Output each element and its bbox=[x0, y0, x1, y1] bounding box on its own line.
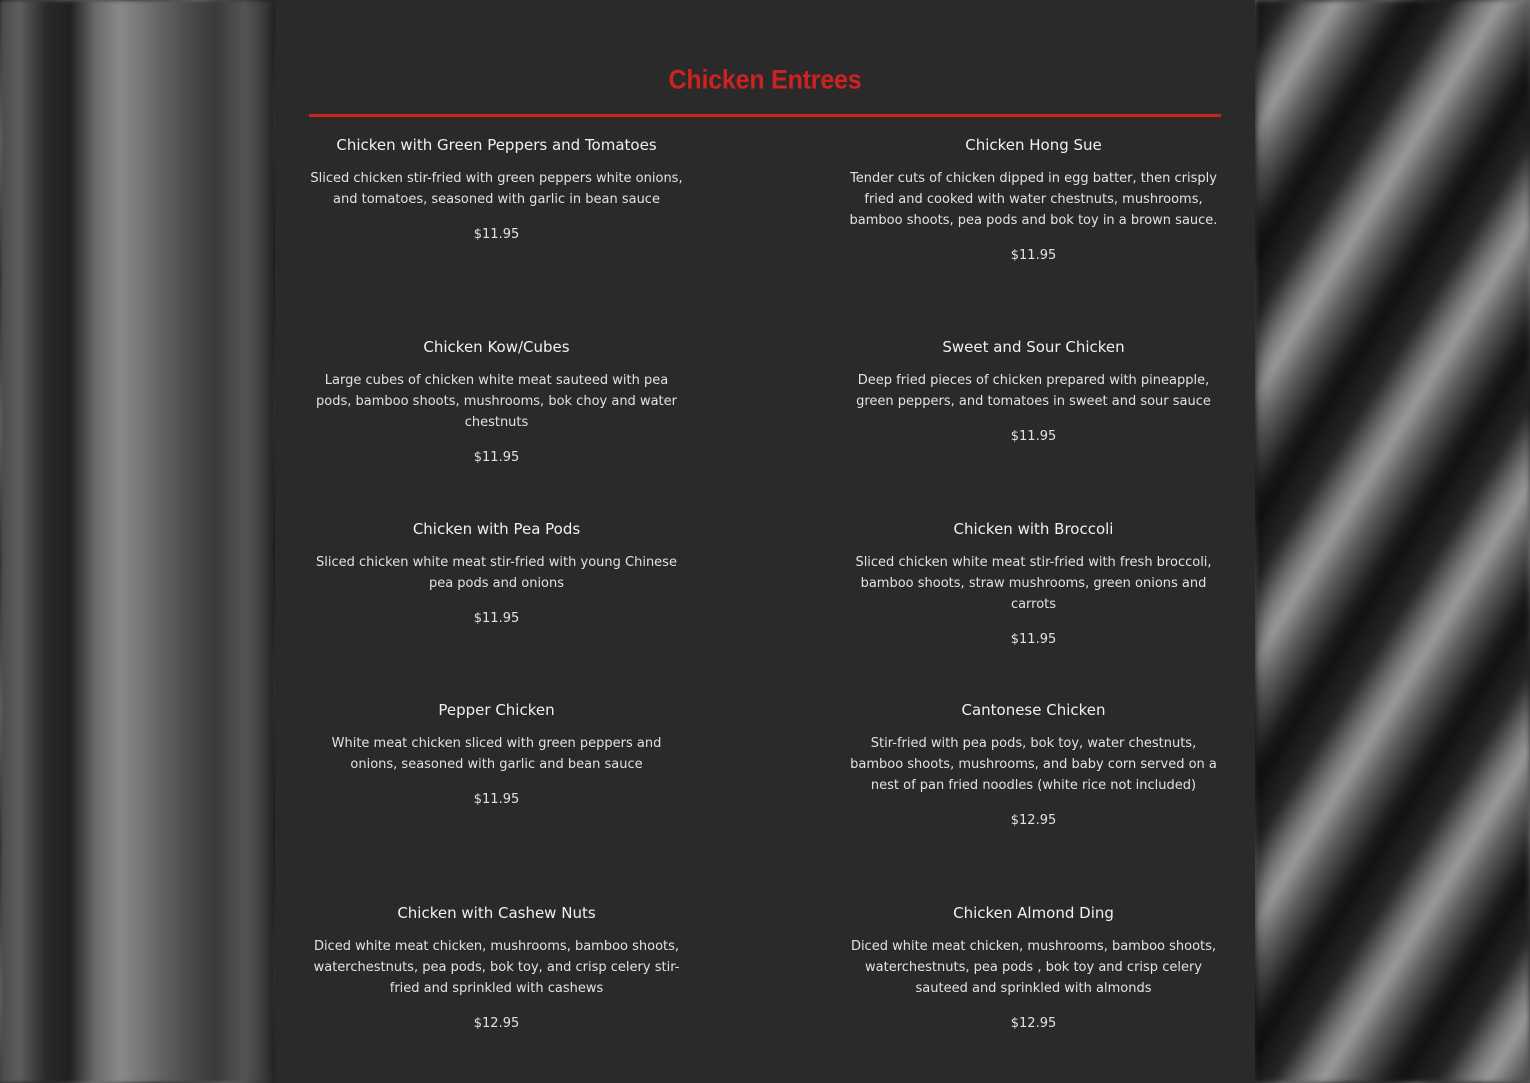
title-divider bbox=[309, 114, 1221, 117]
menu-item-name: Chicken Kow/Cubes bbox=[423, 338, 570, 356]
menu-item-price: $11.95 bbox=[1010, 248, 1057, 263]
menu-item-description: White meat chicken sliced with green peppers and onions, seasoned with garlic and bean sauce bbox=[331, 736, 662, 772]
menu-item-name: Pepper Chicken bbox=[438, 701, 555, 719]
menu-item-price: $11.95 bbox=[473, 792, 520, 807]
menu-item-name: Chicken with Broccoli bbox=[953, 520, 1114, 538]
menu-item-name: Chicken Hong Sue bbox=[965, 136, 1102, 154]
menu-item-price: $12.95 bbox=[473, 1016, 520, 1031]
menu-item-price: $11.95 bbox=[473, 227, 520, 242]
menu-item-price: $11.95 bbox=[473, 450, 520, 465]
menu-item-description: Stir-fried with pea pods, bok toy, water chestnuts, bamboo shoots, mushrooms, and baby corn served on a nest of pan fried noodles (white rice not included) bbox=[850, 736, 1217, 793]
background-image-left bbox=[0, 0, 276, 1083]
menu-item-name: Chicken with Pea Pods bbox=[412, 520, 581, 538]
menu-item-name: Chicken Almond Ding bbox=[953, 904, 1114, 922]
menu-item-name: Chicken with Green Peppers and Tomatoes bbox=[336, 136, 657, 154]
menu-item-description: Large cubes of chicken white meat sauteed with pea pods, bamboo shoots, mushrooms, bok choy and water chestnuts bbox=[316, 373, 677, 430]
menu-item-description: Sliced chicken white meat stir-fried with fresh broccoli, bamboo shoots, straw mushrooms, green onions and carrots bbox=[855, 555, 1212, 612]
menu-item-price: $11.95 bbox=[473, 611, 520, 626]
menu-item-description: Diced white meat chicken, mushrooms, bamboo shoots, waterchestnuts, pea pods, bok toy, and crisp celery stir-fried and sprinkled with cashews bbox=[313, 939, 680, 996]
menu-item-price: $12.95 bbox=[1010, 1016, 1057, 1031]
menu-item-description: Tender cuts of chicken dipped in egg batter, then crisply fried and cooked with water chestnuts, mushrooms, bamboo shoots, pea pods and bok toy in a brown sauce. bbox=[849, 171, 1218, 228]
menu-item bbox=[846, 337, 1221, 446]
menu-item-name: Cantonese Chicken bbox=[961, 701, 1106, 719]
menu-item bbox=[309, 337, 684, 467]
menu-item bbox=[846, 135, 1221, 265]
menu-item bbox=[309, 135, 684, 244]
menu-item bbox=[309, 903, 684, 1033]
menu-item-price: $11.95 bbox=[1010, 429, 1057, 444]
menu-item bbox=[309, 700, 684, 809]
menu-item-description: Diced white meat chicken, mushrooms, bamboo shoots, waterchestnuts, pea pods , bok toy and crisp celery sauteed and sprinkled with almonds bbox=[850, 939, 1217, 996]
menu-item-description: Sliced chicken stir-fried with green peppers white onions, and tomatoes, seasoned with garlic in bean sauce bbox=[310, 171, 683, 207]
menu-item-price: $11.95 bbox=[1010, 632, 1057, 647]
menu-item-price: $12.95 bbox=[1010, 813, 1057, 828]
menu-item bbox=[846, 700, 1221, 830]
background-image-right bbox=[1255, 0, 1530, 1083]
menu-item-name: Sweet and Sour Chicken bbox=[942, 338, 1125, 356]
menu-item-name: Chicken with Cashew Nuts bbox=[397, 904, 596, 922]
menu-panel bbox=[275, 0, 1255, 1083]
menu-item-description: Deep fried pieces of chicken prepared with pineapple, green peppers, and tomatoes in sweet and sour sauce bbox=[856, 373, 1211, 409]
section-title: Chicken Entrees bbox=[668, 64, 862, 96]
menu-item bbox=[846, 519, 1221, 649]
menu-item-description: Sliced chicken white meat stir-fried with young Chinese pea pods and onions bbox=[316, 555, 677, 591]
menu-item bbox=[846, 903, 1221, 1033]
menu-item bbox=[309, 519, 684, 628]
